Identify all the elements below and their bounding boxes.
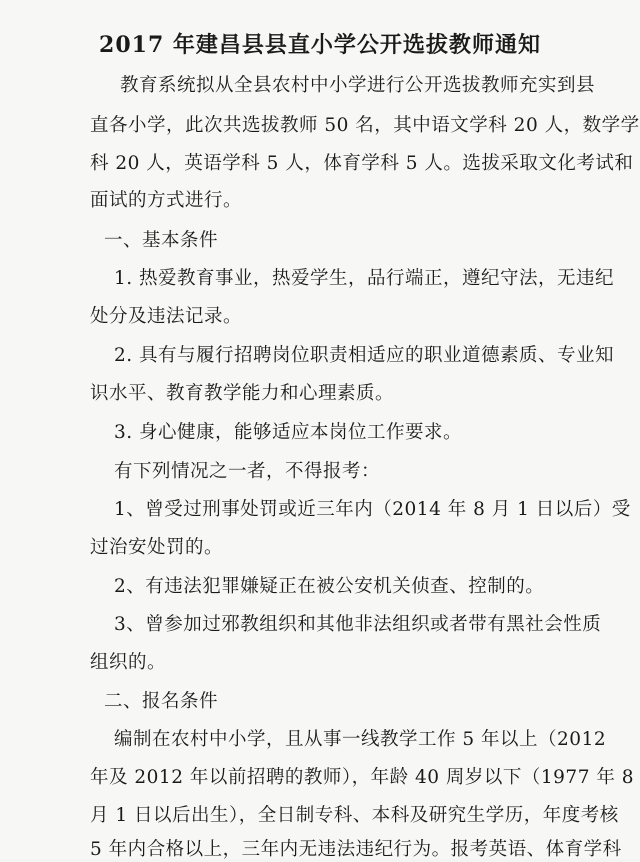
section-heading: 一、基本条件 bbox=[104, 230, 219, 251]
body-line: 2. 具有与履行招聘岗位职责相适应的职业道德素质、专业知 bbox=[114, 345, 615, 366]
body-line: 过治安处罚的。 bbox=[90, 537, 224, 558]
document-title: 2017 年建昌县县直小学公开选拔教师通知 bbox=[99, 32, 541, 58]
body-line: 教育系统拟从全县农村中小学进行公开选拔教师充实到县 bbox=[120, 75, 596, 96]
section-heading: 二、报名条件 bbox=[104, 691, 219, 712]
body-line: 有下列情况之一者，不得报考： bbox=[114, 461, 381, 482]
body-line: 1. 热爱教育事业，热爱学生，品行端正，遵纪守法，无违纪 bbox=[114, 268, 615, 289]
body-line: 1、曾受过刑事处罚或近三年内（2014 年 8 月 1 日以后）受 bbox=[114, 499, 631, 520]
body-line: 处分及违法记录。 bbox=[90, 306, 243, 327]
body-line: 识水平、教育教学能力和心理素质。 bbox=[90, 383, 395, 404]
body-line: 编制在农村中小学，且从事一线教学工作 5 年以上（2012 bbox=[114, 729, 607, 750]
body-line: 2、有违法犯罪嫌疑正在被公安机关侦查、控制的。 bbox=[114, 576, 545, 597]
body-line: 5 年内合格以上，三年内无违法违纪行为。报考英语、体育学科 bbox=[90, 839, 622, 860]
body-line: 年及 2012 年以前招聘的教师），年龄 40 周岁以下（1977 年 8 bbox=[90, 767, 635, 788]
body-line: 直各小学，此次共选拔教师 50 名，其中语文学科 20 人，数学学 bbox=[90, 115, 640, 136]
body-line: 月 1 日以后出生），全日制专科、本科及研究生学历，年度考核 bbox=[90, 805, 619, 826]
body-line: 面试的方式进行。 bbox=[90, 190, 243, 211]
body-line: 3. 身心健康，能够适应本岗位工作要求。 bbox=[114, 422, 463, 443]
body-line: 3、曾参加过邪教组织和其他非法组织或者带有黑社会性质 bbox=[114, 614, 602, 635]
body-line: 组织的。 bbox=[90, 652, 167, 673]
body-line: 科 20 人，英语学科 5 人，体育学科 5 人。选拔采取文化考试和 bbox=[90, 153, 634, 174]
